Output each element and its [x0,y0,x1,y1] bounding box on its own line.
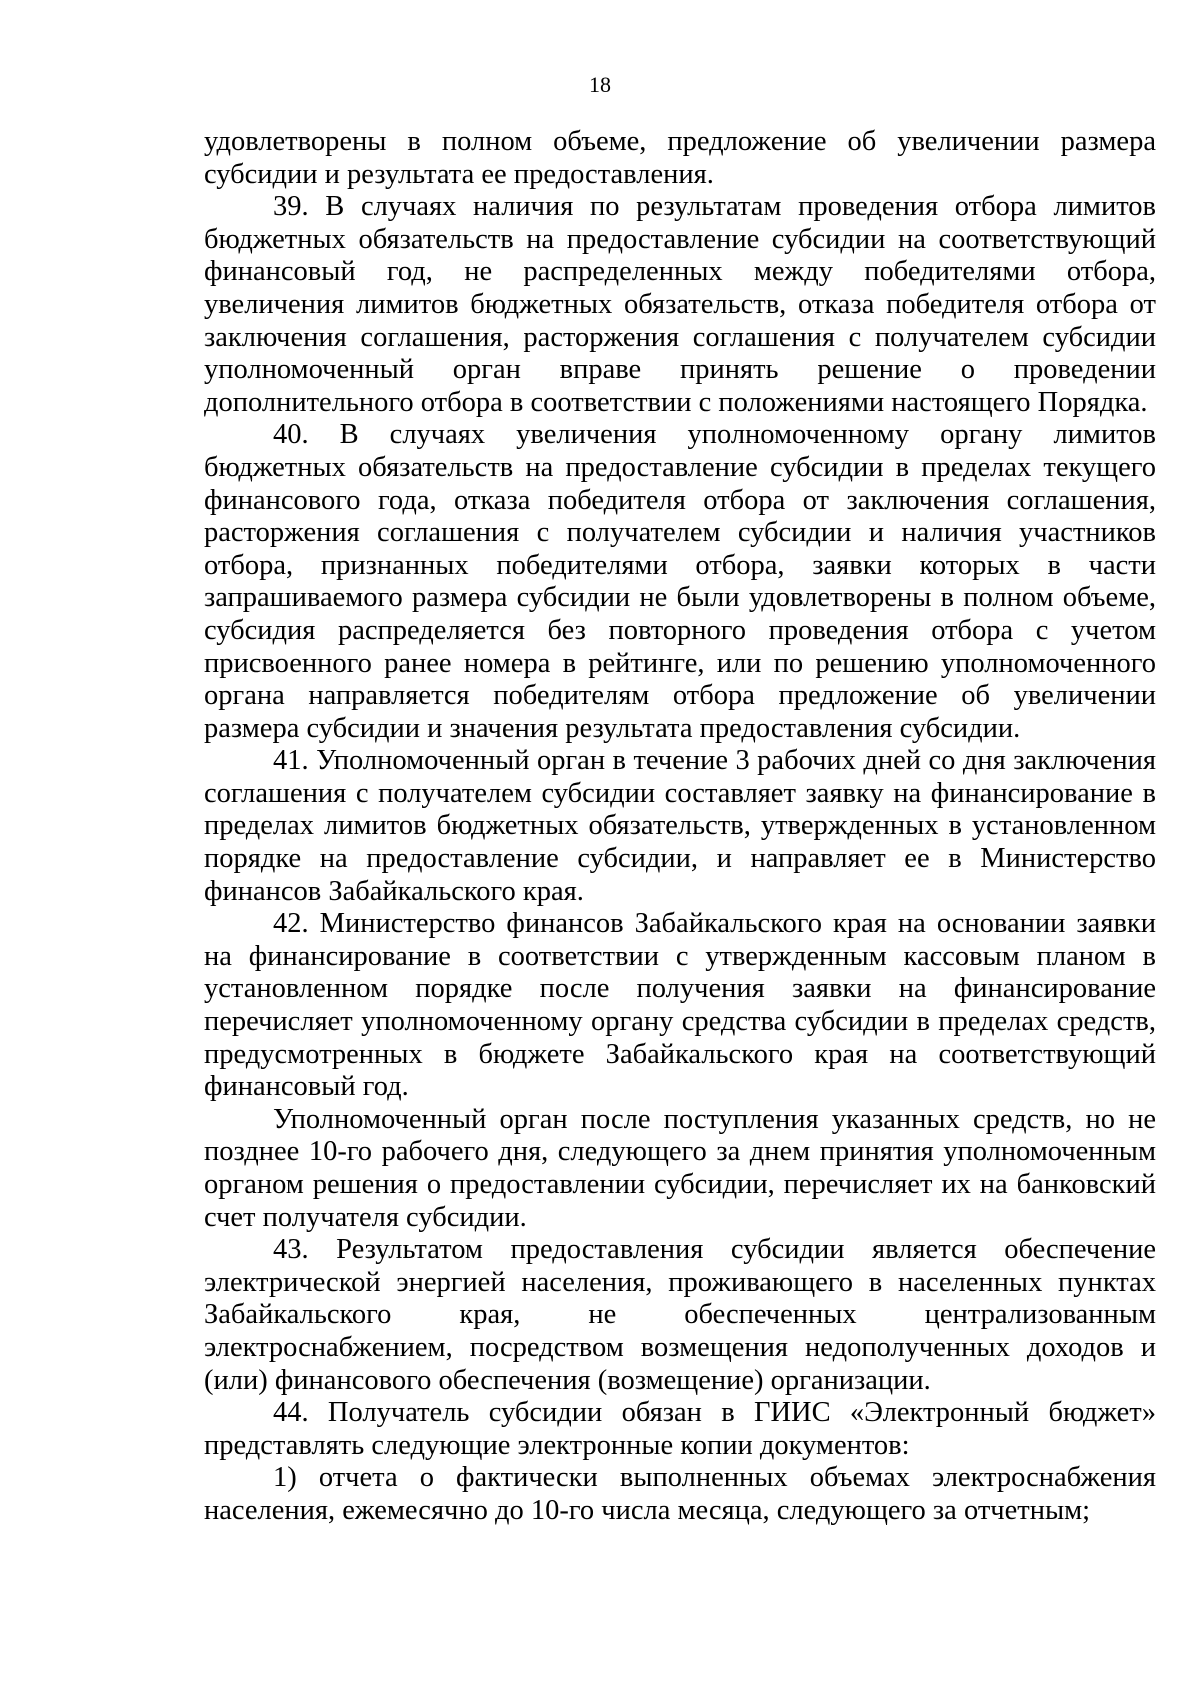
paragraph-item-42: 42. Министерство финансов Забайкальского края на основании заявки на финансирование в соответствии с утвержденным кассовым планом в установленном порядке после получения заявки на финансирование перечисляет уполномоченному органу средства субсидии в пределах средств, предусмотренных в бюджете Забайкальского края на соответствующий финансовый год. [204,908,1156,1103]
paragraph-subitem-1: 1) отчета о фактически выполненных объемах электроснабжения населения, ежемесячно до 10-го числа месяца, следующего за отчетным; [204,1462,1156,1526]
paragraph-item-44: 44. Получатель субсидии обязан в ГИИС «Электронный бюджет» представлять следующие электронные копии документов: [204,1397,1156,1461]
paragraph-item-43: 43. Результатом предоставления субсидии является обеспечение электрической энергией населения, проживающего в населенных пунктах Забайкальского края, не обеспеченных централизованным электроснабжением, посредством возмещения недополученных доходов и (или) финансового обеспечения (возмещение) организации. [204,1234,1156,1396]
paragraph-item-42-continuation: Уполномоченный орган после поступления указанных средств, но не позднее 10-го рабочего дня, следующего за днем принятия уполномоченным органом решения о предоставлении субсидии, перечисляет их на банковский счет получателя субсидии. [204,1103,1156,1233]
paragraph-continuation: удовлетворены в полном объеме, предложение об увеличении размера субсидии и результата ее предоставления. [204,126,1156,190]
paragraph-item-39: 39. В случаях наличия по результатам проведения отбора лимитов бюджетных обязательств на предоставление субсидии на соответствующий финансовый год, не распределенных между победителями отбора, увеличения лимитов бюджетных обязательств, отказа победителя отбора от заключения соглашения, расторжения соглашения с получателем субсидии уполномоченный орган вправе принять решение о проведении дополнительного отбора в соответствии с положениями настоящего Порядка. [204,191,1156,418]
page-number: 18 [589,72,611,97]
paragraph-item-40: 40. В случаях увеличения уполномоченному органу лимитов бюджетных обязательств на предоставление субсидии в пределах текущего финансового года, отказа победителя отбора от заключения соглашения, расторжения соглашения с получателем субсидии и наличия участников отбора, признанных победителями отбора, заявки которых в части запрашиваемого размера субсидии не были удовлетворены в полном объеме, субсидия распределяется без повторного проведения отбора с учетом присвоенного ранее номера в рейтинге, или по решению уполномоченного органа направляется победителям отбора предложение об увеличении размера субсидии и значения результата предоставления субсидии. [204,419,1156,744]
paragraph-item-41: 41. Уполномоченный орган в течение 3 рабочих дней со дня заключения соглашения с получателем субсидии составляет заявку на финансирование в пределах лимитов бюджетных обязательств, утвержденных в установленном порядке на предоставление субсидии, и направляет ее в Министерство финансов Забайкальского края. [204,745,1156,907]
document-body [204,126,1156,1528]
